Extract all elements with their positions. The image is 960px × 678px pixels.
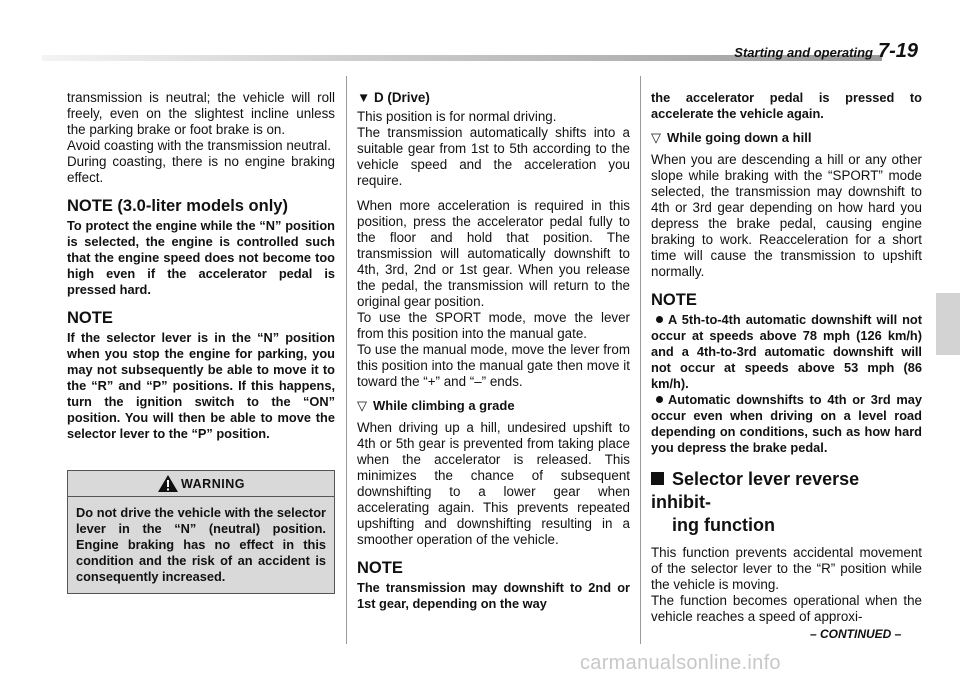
paragraph: To use the manual mode, move the lever from this position into the manual gate then move it toward the “+” and “–” ends.: [357, 342, 630, 389]
page-number: 7-19: [877, 40, 918, 62]
section-title: Starting and operating: [734, 45, 873, 60]
warning-title: WARNING: [181, 477, 245, 491]
watermark: carmanualsonline.info: [580, 652, 781, 674]
bullet-icon: [656, 316, 663, 323]
sub-heading: ▽ While going down a hill: [651, 130, 812, 145]
sub-heading: ▽ While climbing a grade: [357, 398, 515, 413]
note-heading: NOTE: [651, 291, 697, 309]
note-body: The transmission may downshift to 2nd or 1st gear, depending on the way: [357, 580, 630, 611]
column-3: [651, 90, 922, 625]
paragraph: This function prevents accidental movement of the selector lever to the “R” position while the vehicle is moving.: [651, 545, 922, 592]
warning-header: [68, 471, 334, 497]
page-header: [734, 40, 918, 63]
column-divider-1: [346, 76, 347, 644]
section-heading: Selector lever reverse inhibit- ing function: [651, 469, 860, 535]
down-triangle-outline-icon: ▽: [357, 398, 367, 413]
column-divider-2: [640, 76, 641, 644]
note-body: If the selector lever is in the “N” position when you stop the engine for parking, you may not subsequently be able to move it to the “R” and “P” positions. If this happens, turn the ignition switch to the “ON” position. You will then be able to move the selector lever to the “P” position.: [67, 330, 335, 441]
down-triangle-outline-icon: ▽: [651, 130, 661, 145]
column-2: [357, 90, 630, 612]
column-1: [67, 90, 335, 594]
bullet-icon: [656, 396, 663, 403]
paragraph: To use the SPORT mode, move the lever from this position into the manual gate.: [357, 310, 630, 341]
continued-label: – CONTINUED –: [810, 627, 902, 641]
drive-heading: ▼ D (Drive): [357, 90, 430, 105]
note-heading: NOTE: [67, 309, 113, 327]
note-heading: NOTE (3.0-liter models only): [67, 197, 288, 215]
paragraph: The function becomes operational when the vehicle reaches a speed of approxi-: [651, 593, 922, 624]
warning-body: Do not drive the vehicle with the selector lever in the “N” (neutral) position. Engine braking has no effect in this condition and the risk of an accident is consequently increased.: [76, 505, 326, 584]
note-body: To protect the engine while the “N” position is selected, the engine is controlled such that the engine speed does not become too high even if the accelerator pedal is pressed hard.: [67, 218, 335, 297]
chapter-tab: [936, 293, 960, 355]
paragraph: Avoid coasting with the transmission neutral.: [67, 138, 331, 153]
note-bullet: Automatic downshifts to 4th or 3rd may occur even when driving on a level road depending on conditions, such as how hard you depress the brake pedal.: [651, 392, 922, 455]
paragraph: transmission is neutral; the vehicle will roll freely, even on the slightest incline unless the parking brake or foot brake is on.: [67, 90, 335, 137]
warning-box: [67, 470, 335, 594]
paragraph: During coasting, there is no engine braking effect.: [67, 154, 335, 185]
warning-triangle-icon: [157, 474, 179, 493]
note-body-continued: the accelerator pedal is pressed to accelerate the vehicle again.: [651, 90, 922, 121]
note-heading: NOTE: [357, 559, 403, 577]
paragraph: When more acceleration is required in this position, press the accelerator pedal fully to the floor and hold that position. The transmission will automatically downshift to 4th, 3rd, 2nd or 1st gear. When you release the pedal, the transmission will return to the original gear position.: [357, 198, 630, 309]
paragraph: When you are descending a hill or any other slope while braking with the “SPORT” mode selected, the transmission may downshift to 4th or 3rd gear depending on how hard you depress the brake pedal, causing engine braking to work. Reacceleration for a short time will cause the transmission to upshift normally.: [651, 152, 922, 279]
paragraph: The transmission automatically shifts into a suitable gear from 1st to 5th according to the vehicle speed and the acceleration you require.: [357, 125, 630, 188]
note-bullet: A 5th-to-4th automatic downshift will not occur at speeds above 78 mph (126 km/h) and a 4th-to-3rd automatic downshift will not occur at speeds above 53 mph (86 km/h).: [651, 312, 922, 391]
square-bullet-icon: [651, 472, 664, 485]
paragraph: When driving up a hill, undesired upshift to 4th or 5th gear is prevented from taking place when the accelerator is released. This minimizes the chance of subsequent downshifting to a lower gear when accelerating again. This prevents repeated upshifting and downshifting resulting in a smoother operation of the vehicle.: [357, 420, 630, 547]
paragraph: This position is for normal driving.: [357, 109, 557, 124]
down-triangle-icon: ▼: [357, 90, 371, 105]
